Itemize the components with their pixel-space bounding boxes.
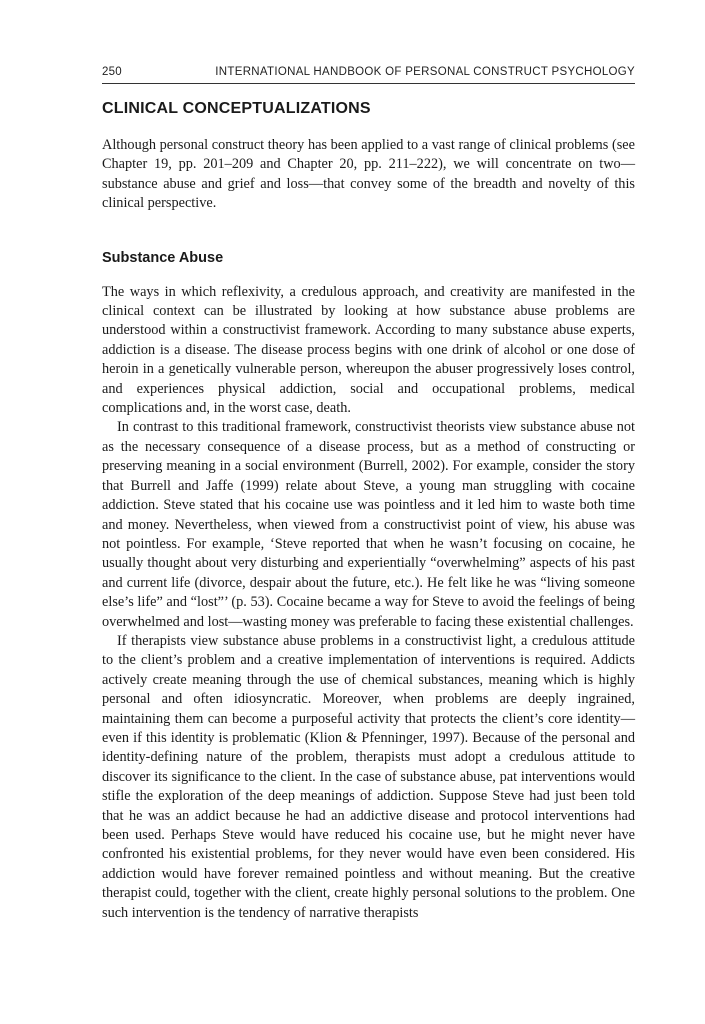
book-page: [102, 66, 635, 923]
intro-paragraph: Although personal construct theory has been applied to a vast range of clinical problems (see Chapter 19, pp. 201–209 and Chapter 20, pp. 211–222), we will concentrate on two—substance abuse and grief and loss—that convey some of the breadth and novelty of this clinical perspective.: [102, 137, 635, 212]
subsection-heading: Substance Abuse: [102, 249, 224, 266]
body-paragraph-3: If therapists view substance abuse problems in a constructivist light, a credulous attitude to the client’s problem and a creative implementation of interventions is required. Addicts actively create meaning through the use of chemical substances, meaning which is highly personal and often idiosyncratic. Moreover, when problems are deeply ingrained, maintaining them can become a purposeful activity that protects the client’s core identity—even if this identity is problematic (Klion & Pfenninger, 1997). Because of the personal and identity-defining nature of the problem, therapists must adopt a credulous attitude to discover its significance to the client. In the case of substance abuse, pat interventions would stifle the exploration of the deep meanings of addiction. Suppose Steve had just been told that he was an addict because he had an addictive disease and protocol interventions had been used. Perhaps Steve would have reduced his cocaine use, but he might never have confronted his existential problems, for they never would have even been considered. His addiction would have forever remained pointless and without meaning. But the creative therapist could, together with the client, create highly personal solutions to the problem. One such intervention is the tendency of narrative therapists: [102, 632, 635, 921]
section-heading: CLINICAL CONCEPTUALIZATIONS: [102, 100, 371, 117]
running-title: INTERNATIONAL HANDBOOK OF PERSONAL CONSTRUCT PSYCHOLOGY: [215, 66, 635, 78]
page-number: 250: [102, 66, 122, 78]
running-header: [102, 66, 635, 84]
body-paragraph-1: The ways in which reflexivity, a credulous approach, and creativity are manifested in the clinical context can be illustrated by looking at how substance abuse problems are understood within a constructivist framework. According to many substance abuse experts, addiction is a disease. The disease process begins with one drink of alcohol or one dose of heroin in a genetically vulnerable person, whereupon the abuser progressively loses control, and experiences physical addiction, social and occupational problems, medical complications and, in the worst case, death.: [102, 283, 635, 417]
body-paragraph-2: In contrast to this traditional framework, constructivist theorists view substance abuse not as the necessary consequence of a disease process, but as a method of constructing or preserving meaning in a social environment (Burrell, 2002). For example, consider the story that Burrell and Jaffe (1999) relate about Steve, a young man struggling with cocaine addiction. Steve stated that his cocaine use was pointless and it led him to waste both time and money. Nevertheless, when viewed from a constructivist point of view, his abuse was not pointless. For example, ‘Steve reported that when he wasn’t focusing on cocaine, he usually thought about very disturbing and experientially “overwhelming” aspects of his past and current life (divorce, despair about the future, etc.). He felt like he was “living someone else’s life” and “lost”’ (p. 53). Cocaine became a way for Steve to avoid the feelings of being overwhelmed and lost—wasting money was preferable to facing these existential challenges.: [102, 419, 635, 630]
